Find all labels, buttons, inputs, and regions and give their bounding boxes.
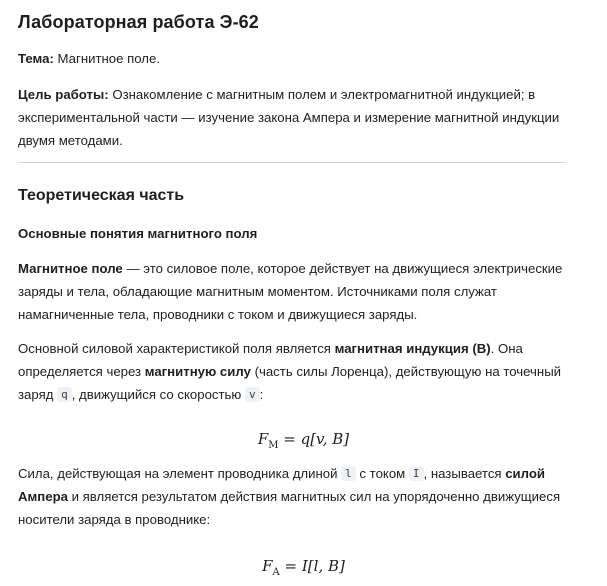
formula1-rhs: = q[v, B]: [278, 430, 350, 448]
induction-text-2: . Она определяется через: [18, 341, 523, 379]
inline-code-i: I: [409, 466, 424, 481]
topic-value: Магнитное поле.: [53, 51, 160, 66]
theory-subheading: [18, 222, 578, 245]
goal-label: Цель работы:: [18, 87, 109, 102]
formula-magnetic-force: [0, 430, 607, 451]
formula1-subscript: M: [268, 440, 279, 451]
formula2-rhs: = I[l, B]: [279, 557, 345, 575]
formula1-lhs: F: [257, 430, 269, 448]
inline-code-q: q: [57, 387, 72, 402]
term-ampere-force: силой Ампера: [18, 466, 546, 504]
ampere-text-3: , называется: [423, 466, 506, 481]
ampere-text-1: Сила, действующая на элемент проводника длиной: [18, 466, 342, 481]
ampere-text-4: и является результатом действия магнитных сил на упорядоченно движущиеся носители заряда в проводнике:: [18, 489, 561, 527]
induction-text-5: :: [259, 387, 264, 402]
formula2-subscript: A: [272, 567, 280, 578]
formula2-lhs: F: [262, 557, 273, 575]
section-divider: [18, 162, 566, 163]
induction-paragraph: [18, 337, 578, 406]
inline-code-v: v: [245, 387, 260, 402]
theory-heading: Теоретическая часть: [18, 187, 185, 204]
formula-ampere-force: [0, 557, 607, 578]
magnetic-field-definition: — это силовое поле, которое действует на движущиеся электрические заряды и тела, обладающие магнитным моментом. Источниками поля служат намагниченные тела, проводники с током и движущиеся заряды.: [18, 261, 563, 322]
topic-label: Тема:: [18, 51, 54, 66]
induction-text-4: , движущийся со скоростью: [71, 387, 245, 402]
term-magnetic-force: магнитную силу: [144, 364, 251, 379]
ampere-paragraph: [18, 462, 578, 531]
magnetic-field-paragraph: [18, 257, 578, 326]
subheading-text: Основные понятия магнитного поля: [18, 226, 258, 241]
induction-text-1: Основной силовой характеристикой поля является: [18, 341, 335, 356]
term-magnetic-field: Магнитное поле: [18, 261, 123, 276]
page-title: Лабораторная работа Э-62: [18, 12, 259, 32]
goal-paragraph: [18, 83, 578, 152]
goal-value: Ознакомление с магнитным полем и электромагнитной индукцией; в экспериментальной части — изучение закона Ампера и измерение магнитной индукции двумя методами.: [18, 87, 560, 148]
induction-text-3: (часть силы Лоренца), действующую на точечный заряд: [18, 364, 562, 402]
topic-line: [18, 47, 578, 70]
inline-code-l: l: [341, 466, 356, 481]
ampere-text-2: с током: [355, 466, 409, 481]
term-magnetic-induction: магнитная индукция (B): [334, 341, 491, 356]
